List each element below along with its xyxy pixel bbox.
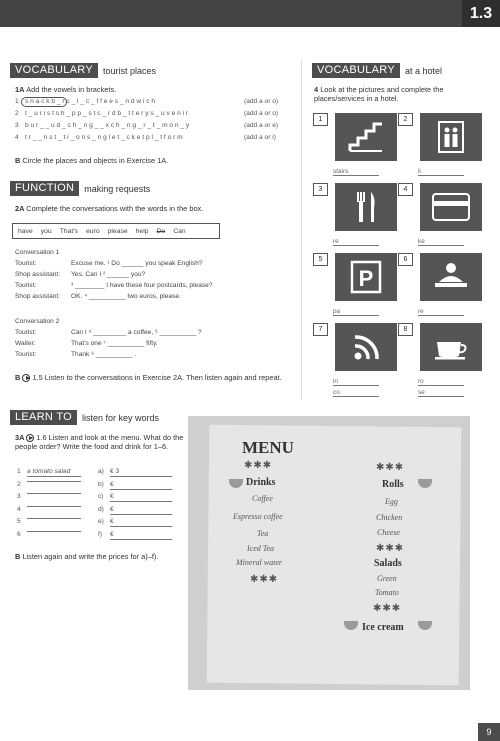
dialogue: Can I ⁵ _________ a coffee, ⁶ __________ ? [71, 329, 202, 336]
reception-icon [420, 253, 482, 301]
column-divider [301, 60, 302, 400]
top-bar [0, 0, 500, 27]
answer-line[interactable]: stairs [333, 168, 379, 176]
restaurant-icon [335, 183, 397, 231]
conversation-line [15, 280, 213, 291]
vocab-hotel-header [312, 63, 442, 78]
speaker: Waiter: [15, 340, 36, 347]
exercise-2a-instruction: 2A Complete the conversations with the words in the box. [15, 204, 204, 213]
picture-number: 6 [398, 253, 413, 266]
speaker: Tourist: [15, 260, 37, 267]
row-number: 3 [17, 493, 21, 500]
speaker: Shop assistant: [15, 293, 61, 300]
answer-line[interactable]: se [418, 389, 464, 397]
menu-item: Tea [257, 529, 269, 538]
audio-icon [22, 374, 30, 382]
menu-item: Coffee [252, 494, 273, 503]
vowel-hint: (add a or o) [244, 98, 279, 105]
conversation-line [15, 291, 213, 302]
dialogue: Excuse me. ¹ Do ______ you speak English? [71, 260, 203, 267]
stairs-icon [335, 113, 397, 161]
row-number: 5 [17, 518, 21, 525]
answer-line[interactable]: pa [333, 308, 379, 316]
picture-number: 7 [313, 323, 328, 336]
speaker: Tourist: [15, 282, 37, 289]
exercise-1b-instruction: B Circle the places and objects in Exercise 1A. [15, 156, 169, 165]
food-answer[interactable] [27, 518, 81, 519]
menu-stars: ✱✱✱ [376, 462, 405, 473]
menu-item: Mineral water [236, 558, 282, 567]
menu-stars: ✱✱✱ [244, 460, 273, 471]
menu-item: Rolls [382, 479, 404, 490]
price-answer[interactable]: € [110, 531, 172, 540]
answer-line[interactable]: re [333, 238, 379, 246]
parking-icon [335, 253, 397, 301]
section-tag: FUNCTION [10, 181, 79, 196]
answer-line[interactable]: li [418, 168, 464, 176]
keycard-icon [420, 183, 482, 231]
row-number: 1 [17, 468, 21, 475]
vocab-tourist-header [10, 63, 156, 78]
menu-stars: ✱✱✱ [376, 543, 405, 554]
food-answer[interactable] [27, 481, 81, 482]
picture-number: 2 [398, 113, 413, 126]
price-answer[interactable]: € [110, 518, 172, 527]
picture-number: 4 [398, 183, 413, 196]
dialogue: OK. ⁴ __________ two euros, please. [71, 293, 181, 300]
conversation-1 [15, 247, 213, 302]
exercise-2b-instruction: B 1.5 Listen to the conversations in Exercise 2A. Then listen again and repeat. [15, 373, 282, 382]
conversation-line [15, 338, 202, 349]
row-number: 2 [17, 480, 21, 488]
menu-title: MENU [242, 438, 294, 457]
circled-answer [21, 97, 67, 107]
word-option: have [18, 227, 33, 235]
menu-item: Drinks [246, 477, 276, 488]
speaker: Tourist: [15, 351, 37, 358]
exercise-4-instruction: 4 Look at the pictures and complete the places/services in a hotel. [314, 85, 444, 103]
picture-number: 3 [313, 183, 328, 196]
answer-line[interactable]: co [333, 389, 379, 397]
dialogue: ³ ________ I have these four postcards, please? [71, 282, 213, 289]
vowel-line: s n a c k b _ r c _ l _ c _ f f e e s _ n d w i c h [25, 98, 156, 105]
conversation-line [15, 258, 213, 269]
price-letter: f) [98, 530, 103, 538]
price-letter: c) [98, 493, 104, 500]
word-box [12, 223, 220, 239]
answer-line[interactable]: in [333, 378, 379, 386]
menu-item: Tomato [375, 588, 399, 597]
line-number: 4 [15, 134, 19, 141]
price-answer[interactable]: € [110, 493, 172, 502]
price-letter: e) [98, 518, 104, 525]
menu-item: Espresso coffee [233, 512, 283, 521]
section-subtitle: making requests [84, 183, 151, 194]
price-answer[interactable]: € 3 [110, 468, 172, 477]
price-letter: b) [98, 480, 104, 488]
conversation-title: Conversation 1 [15, 249, 60, 256]
vowel-hint: (add a or i) [244, 134, 276, 141]
svg-text:P: P [358, 266, 374, 291]
menu-item: Salads [374, 558, 402, 569]
word-option: euro [86, 227, 100, 235]
picture-number: 5 [313, 253, 328, 266]
menu-item: Green [377, 574, 397, 583]
vowel-hint: (add a or o) [244, 110, 279, 117]
dialogue: Yes. Can I ² ______ you? [71, 271, 146, 278]
word-option: That's [59, 227, 79, 235]
unit-tab: 1.3 [462, 0, 500, 27]
menu-item: Chicken [376, 513, 403, 522]
answer-line[interactable]: ke [418, 238, 464, 246]
row-number: 4 [17, 505, 21, 513]
price-letter: d) [98, 505, 104, 513]
conversation-line [15, 327, 202, 338]
conversation-title: Conversation 2 [15, 318, 60, 325]
speaker: Shop assistant: [15, 271, 61, 278]
learn-to-header [10, 410, 159, 425]
conversation-line [15, 269, 213, 280]
exercise-3a-instruction: 3A 1.6 Listen and look at the menu. What do the people order? Write the food and drink for 1–6. [15, 433, 184, 452]
food-answer[interactable] [27, 493, 81, 494]
picture-number: 1 [313, 113, 328, 126]
row-number: 6 [17, 530, 21, 538]
conversation-line [15, 349, 202, 360]
exercise-1a-instruction: 1A Add the vowels in brackets. [15, 85, 117, 94]
vowel-line: t _ u r i s t s h _ p p _ s t c _ r d b _ t t e r y s _ u v e n i r [25, 110, 189, 117]
picture-number: 8 [398, 323, 413, 336]
menu-stars: ✱✱✱ [250, 574, 279, 585]
dialogue: That's one ⁷ __________ fifty. [71, 340, 158, 347]
conversation-2 [15, 316, 202, 360]
wifi-icon [335, 323, 397, 371]
section-subtitle: listen for key words [82, 412, 160, 423]
vowel-line: b u r _ _ u d _ c h _ n g _ _ x c h _ n g _ r _ t _ m o n _ y [25, 122, 190, 129]
page-number: 9 [478, 723, 500, 741]
function-header [10, 181, 150, 196]
menu-stars: ✱✱✱ [373, 603, 402, 614]
audio-icon [26, 434, 34, 442]
food-answer[interactable]: a tomato salad [27, 468, 81, 477]
food-answer[interactable] [27, 531, 81, 532]
section-subtitle: tourist places [103, 65, 157, 76]
price-answer[interactable]: € [110, 506, 172, 515]
vowel-line: t r _ _ n s t _ t i _ o n s _ n g l e t _ c k e t p l _ t f o r m [25, 134, 183, 141]
word-option: Do [156, 227, 166, 235]
dialogue: Thank ⁸ __________ . [71, 351, 137, 358]
section-tag: VOCABULARY [312, 63, 400, 78]
word-option: help [135, 227, 149, 235]
word-option: Can [173, 227, 186, 235]
food-answer[interactable] [27, 506, 81, 507]
speaker: Tourist: [15, 329, 37, 336]
line-number: 2 [15, 110, 19, 117]
price-letter: a) [98, 468, 104, 475]
line-number: 1 [15, 98, 19, 105]
room-service-icon [420, 323, 482, 371]
vowel-hint: (add a or e) [244, 122, 279, 129]
menu-item: Cheese [377, 528, 401, 537]
answer-line[interactable]: ro [418, 378, 464, 386]
word-option: you [40, 227, 52, 235]
answer-line[interactable]: re [418, 308, 464, 316]
line-number: 3 [15, 122, 19, 129]
exercise-3b-instruction: B Listen again and write the prices for a)–f). [15, 552, 159, 561]
section-tag: LEARN TO [10, 410, 77, 425]
lift-icon [420, 113, 482, 161]
word-option: please [107, 227, 128, 235]
section-subtitle: at a hotel [405, 65, 443, 76]
price-answer[interactable]: € [110, 481, 172, 490]
section-tag: VOCABULARY [10, 63, 98, 78]
menu-item: Iced Tea [247, 544, 275, 553]
menu-item: Egg [385, 497, 398, 506]
menu-item: Ice cream [362, 622, 404, 633]
